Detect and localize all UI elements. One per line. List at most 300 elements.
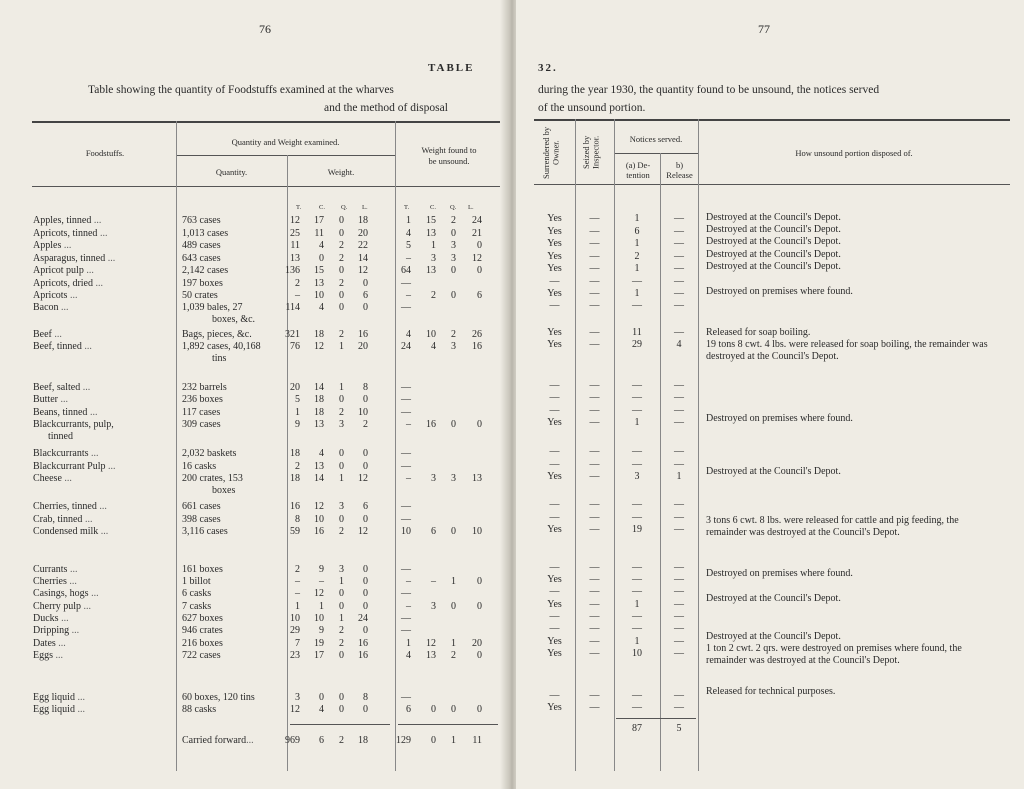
release-cell: 4	[676, 339, 682, 350]
table-number: 32.	[538, 62, 558, 74]
weight-cell: 20	[358, 341, 368, 352]
foodstuff-name-cont: tinned	[48, 431, 73, 442]
unsound-cell: 12	[426, 638, 436, 649]
unsound-cell: 26	[472, 329, 482, 340]
weight-cell: –	[295, 588, 300, 599]
seized-cell: —	[589, 405, 600, 416]
quantity-cell: 398 cases	[182, 514, 221, 525]
right-page	[516, 0, 1024, 789]
weight-cell: 16	[358, 329, 368, 340]
weight-cell: 9	[319, 625, 324, 636]
weight-cell: 13	[290, 253, 300, 264]
weight-cell: –	[295, 290, 300, 301]
unsound-cell: 0	[477, 265, 482, 276]
unsound-cell: —	[401, 564, 411, 575]
seized-cell: —	[589, 459, 600, 470]
unsound-cell: 16	[472, 341, 482, 352]
seized-cell: —	[589, 611, 600, 622]
detention-cell: —	[632, 380, 642, 391]
quantity-cell: 2,032 baskets	[182, 448, 237, 459]
surrendered-cell: Yes	[547, 599, 562, 610]
unsound-cell: 0	[477, 704, 482, 715]
surrendered-cell: —	[549, 512, 560, 523]
header-release: b) Release	[666, 160, 693, 181]
weight-cell: 12	[358, 526, 368, 537]
release-cell: —	[674, 288, 684, 299]
detention-cell: 19	[632, 524, 642, 535]
total-weight-cell: 2	[339, 735, 344, 746]
unsound-cell: 1	[406, 638, 411, 649]
subtitle-right-1: during the year 1930, the quantity found to be unsound, the notices served	[538, 84, 880, 96]
unsound-cell: 13	[426, 228, 436, 239]
unsound-cell: –	[406, 290, 411, 301]
foodstuff-name: Butter ...	[33, 394, 68, 405]
unsound-cell: —	[401, 278, 411, 289]
unsound-cell: 12	[472, 253, 482, 264]
weight-cell: 24	[358, 613, 368, 624]
foodstuff-name: Cherries, tinned ...	[33, 501, 107, 512]
unit-label-weight: T.	[296, 204, 302, 211]
unsound-cell: 4	[406, 329, 411, 340]
surrendered-cell: Yes	[547, 251, 562, 262]
weight-cell: 0	[339, 290, 344, 301]
disposal-text: Destroyed at the Council's Depot.	[706, 261, 841, 272]
unsound-cell: –	[406, 576, 411, 587]
page-number-right: 77	[758, 22, 770, 36]
header-weight-unsound-2: be unsound.	[428, 156, 470, 166]
unsound-cell: 10	[472, 526, 482, 537]
quantity-cell: 161 boxes	[182, 564, 223, 575]
unsound-cell: 24	[472, 215, 482, 226]
weight-cell: 2	[339, 638, 344, 649]
release-cell: —	[674, 586, 684, 597]
foodstuff-name: Cherries ...	[33, 576, 77, 587]
detention-cell: 1	[634, 417, 640, 428]
surrendered-cell: Yes	[547, 288, 562, 299]
seized-cell: —	[589, 586, 600, 597]
weight-cell: 1	[339, 576, 344, 587]
release-cell: —	[674, 623, 684, 634]
subtitle-left-2: and the method of disposal	[324, 102, 448, 114]
detention-cell: —	[632, 392, 642, 403]
weight-cell: 9	[319, 564, 324, 575]
foodstuff-name: Apricots, tinned ...	[33, 228, 108, 239]
weight-cell: 4	[319, 302, 324, 313]
unsound-cell: –	[431, 576, 436, 587]
weight-cell: 0	[339, 692, 344, 703]
detention-cell: 29	[632, 339, 642, 350]
disposal-text: Destroyed on premises where found.	[706, 413, 853, 424]
header-detention: (a) De- tention	[625, 160, 651, 181]
unsound-cell: —	[401, 692, 411, 703]
weight-cell: 4	[319, 448, 324, 459]
unsound-cell: 16	[426, 419, 436, 430]
weight-cell: 4	[319, 704, 324, 715]
unsound-cell: –	[406, 601, 411, 612]
seized-cell: —	[589, 417, 600, 428]
surrendered-cell: Yes	[547, 213, 562, 224]
unit-label-weight: C.	[319, 204, 325, 211]
weight-cell: 5	[295, 394, 300, 405]
detention-cell: 1	[634, 288, 640, 299]
release-cell: —	[674, 702, 684, 713]
qty-weight-subrule	[176, 155, 395, 156]
detention-cell: —	[632, 446, 642, 457]
header-quantity: Quantity.	[215, 167, 248, 177]
unsound-cell: —	[401, 394, 411, 405]
surrendered-cell: Yes	[547, 263, 562, 274]
col-line	[698, 119, 699, 771]
quantity-cell: 200 crates, 153	[182, 473, 243, 484]
surrendered-cell: Yes	[547, 524, 562, 535]
foodstuff-name: Apricot pulp ...	[33, 265, 94, 276]
weight-cell: 0	[363, 704, 368, 715]
unsound-cell: 3	[431, 253, 436, 264]
weight-cell: 14	[358, 253, 368, 264]
release-cell: —	[674, 446, 684, 457]
weight-cell: –	[319, 576, 324, 587]
surrendered-cell: —	[549, 611, 560, 622]
disposal-text: Destroyed at the Council's Depot.	[706, 236, 841, 247]
foodstuff-name: Cherry pulp ...	[33, 601, 92, 612]
weight-cell: 1	[339, 341, 344, 352]
weight-cell: 18	[314, 329, 324, 340]
seized-cell: —	[589, 339, 600, 350]
unsound-cell: 1	[406, 215, 411, 226]
release-cell: —	[674, 636, 684, 647]
unsound-cell: 3	[451, 253, 456, 264]
header-seized: Seized by Inspector.	[581, 135, 601, 170]
disposal-text: Destroyed at the Council's Depot.	[706, 212, 841, 223]
quantity-cell: 946 crates	[182, 625, 223, 636]
quantity-cell: 236 boxes	[182, 394, 223, 405]
surrendered-cell: Yes	[547, 702, 562, 713]
weight-cell: 0	[363, 514, 368, 525]
weight-cell: 0	[339, 215, 344, 226]
weight-cell: 10	[358, 407, 368, 418]
header-foodstuffs: Foodstuffs.	[85, 148, 125, 158]
surrendered-cell: —	[549, 392, 560, 403]
disposal-text: 1 ton 2 cwt. 2 qrs. were destroyed on premises where found, the remainder was destroyed at the Council's Depot.	[706, 643, 962, 666]
surrendered-cell: —	[549, 405, 560, 416]
weight-cell: 2	[339, 329, 344, 340]
surrendered-cell: —	[549, 499, 560, 510]
foodstuff-name: Blackcurrants, pulp,	[33, 419, 114, 430]
seized-cell: —	[589, 623, 600, 634]
weight-cell: 3	[339, 564, 344, 575]
quantity-cell: 16 casks	[182, 461, 217, 472]
weight-cell: 0	[339, 588, 344, 599]
seized-cell: —	[589, 251, 600, 262]
weight-cell: 0	[363, 588, 368, 599]
detention-cell: —	[632, 574, 642, 585]
seized-cell: —	[589, 471, 600, 482]
quantity-cell-cont: tins	[212, 353, 227, 364]
weight-cell: 0	[363, 625, 368, 636]
unsound-cell: 3	[451, 473, 456, 484]
unsound-cell: 13	[472, 473, 482, 484]
weight-cell: 13	[314, 278, 324, 289]
release-cell: —	[674, 380, 684, 391]
seized-cell: —	[589, 636, 600, 647]
unsound-cell: 3	[431, 601, 436, 612]
unsound-cell: 15	[426, 215, 436, 226]
weight-cell: 2	[339, 253, 344, 264]
disposal-text: Destroyed at the Council's Depot.	[706, 466, 841, 477]
foodstuff-name: Beans, tinned ...	[33, 407, 98, 418]
weight-cell: 20	[358, 228, 368, 239]
header-bottom-rule	[534, 184, 1010, 185]
weight-cell: 19	[314, 638, 324, 649]
header-surrendered: Surrendered by Owner.	[541, 126, 561, 179]
seized-cell: —	[589, 499, 600, 510]
weight-cell: 0	[339, 704, 344, 715]
seized-cell: —	[589, 226, 600, 237]
foodstuff-name: Dates ...	[33, 638, 66, 649]
weight-cell: 1	[339, 613, 344, 624]
weight-cell: 7	[295, 638, 300, 649]
release-cell: —	[674, 238, 684, 249]
total-unsound-cell: 1	[451, 735, 456, 746]
surrendered-cell: Yes	[547, 339, 562, 350]
seized-cell: —	[589, 300, 600, 311]
unsound-cell: 6	[406, 704, 411, 715]
unsound-cell: 0	[451, 290, 456, 301]
disposal-text: Destroyed on premises where found.	[706, 286, 853, 297]
unsound-cell: 1	[451, 638, 456, 649]
unsound-cell: 10	[426, 329, 436, 340]
detention-cell: —	[632, 702, 642, 713]
weight-cell: 10	[314, 290, 324, 301]
surrendered-cell: Yes	[547, 471, 562, 482]
weight-cell: 0	[363, 302, 368, 313]
detention-cell: —	[632, 623, 642, 634]
foodstuff-name: Apricots ...	[33, 290, 78, 301]
foodstuff-name: Apples, tinned ...	[33, 215, 102, 226]
weight-cell: 6	[363, 290, 368, 301]
weight-cell: 12	[358, 265, 368, 276]
total-release-cell: 5	[676, 723, 682, 734]
release-cell: —	[674, 251, 684, 262]
weight-cell: 8	[295, 514, 300, 525]
unsound-cell: 13	[426, 650, 436, 661]
unsound-cell: 0	[431, 704, 436, 715]
unsound-cell: 2	[451, 650, 456, 661]
unsound-cell: 0	[451, 228, 456, 239]
unsound-cell: —	[401, 302, 411, 313]
release-cell: —	[674, 276, 684, 287]
weight-cell: 0	[363, 461, 368, 472]
detention-cell: —	[632, 690, 642, 701]
unsound-cell: 64	[401, 265, 411, 276]
weight-cell: 321	[285, 329, 300, 340]
total-rule-weight	[290, 724, 390, 725]
detention-cell: —	[632, 512, 642, 523]
unsound-cell: 1	[451, 576, 456, 587]
seized-cell: —	[589, 446, 600, 457]
disposal-text: Released for technical purposes.	[706, 686, 836, 697]
total-weight-cell: 6	[319, 735, 324, 746]
unit-label-weight: L.	[362, 204, 368, 211]
weight-cell: 2	[339, 240, 344, 251]
disposal-text: 19 tons 8 cwt. 4 lbs. were released for soap boiling, the remainder was destroyed at the Council's Depot.	[706, 339, 988, 362]
detention-cell: 2	[634, 251, 640, 262]
unsound-cell: –	[406, 253, 411, 264]
unsound-cell: —	[401, 448, 411, 459]
unsound-cell: 5	[406, 240, 411, 251]
weight-cell: 17	[314, 650, 324, 661]
unit-label-unsound: Q.	[450, 204, 457, 211]
weight-cell: 1	[339, 382, 344, 393]
weight-cell: 25	[290, 228, 300, 239]
weight-cell: 18	[358, 215, 368, 226]
unsound-cell: 0	[451, 419, 456, 430]
unsound-cell: 2	[451, 215, 456, 226]
disposal-text: 3 tons 6 cwt. 8 lbs. were released for cattle and pig feeding, the remainder was destroyed at the Council's Depot.	[706, 515, 959, 538]
foodstuff-name: Blackcurrant Pulp ...	[33, 461, 116, 472]
unsound-cell: 0	[477, 650, 482, 661]
weight-cell: 18	[314, 394, 324, 405]
weight-cell: 2	[339, 278, 344, 289]
quantity-cell: 117 cases	[182, 407, 221, 418]
header-top-rule	[534, 119, 1010, 121]
release-cell: —	[674, 524, 684, 535]
subtitle-right-2: of the unsound portion.	[538, 102, 646, 114]
foodstuff-name: Cheese ...	[33, 473, 72, 484]
weight-cell: 12	[290, 215, 300, 226]
weight-cell: 18	[314, 407, 324, 418]
seized-cell: —	[589, 690, 600, 701]
disposal-text: Destroyed on premises where found.	[706, 568, 853, 579]
seized-cell: —	[589, 263, 600, 274]
surrendered-cell: Yes	[547, 648, 562, 659]
weight-cell: 0	[339, 228, 344, 239]
quantity-cell: 2,142 cases	[182, 265, 229, 276]
quantity-cell: 50 crates	[182, 290, 218, 301]
weight-cell: 12	[314, 588, 324, 599]
foodstuff-name: Apples ...	[33, 240, 72, 251]
quantity-cell: 232 barrels	[182, 382, 227, 393]
unsound-cell: —	[401, 625, 411, 636]
foodstuff-name: Beef, tinned ...	[33, 341, 92, 352]
release-cell: 1	[676, 471, 682, 482]
weight-cell: 0	[319, 692, 324, 703]
weight-cell: 4	[319, 240, 324, 251]
seized-cell: —	[589, 276, 600, 287]
quantity-cell: 1,013 cases	[182, 228, 229, 239]
seized-cell: —	[589, 392, 600, 403]
weight-cell: 0	[339, 265, 344, 276]
weight-cell: 23	[290, 650, 300, 661]
surrendered-cell: Yes	[547, 327, 562, 338]
foodstuff-name: Currants ...	[33, 564, 78, 575]
left-page	[0, 0, 508, 789]
carried-forward-label: Carried forward...	[182, 735, 254, 746]
foodstuff-name: Apricots, dried ...	[33, 278, 103, 289]
foodstuff-name: Casings, hogs ...	[33, 588, 99, 599]
unsound-cell: 3	[451, 240, 456, 251]
quantity-cell: 197 boxes	[182, 278, 223, 289]
foodstuff-name: Blackcurrants ...	[33, 448, 99, 459]
notices-subrule	[614, 153, 698, 154]
weight-cell: 0	[319, 253, 324, 264]
weight-cell: 0	[363, 576, 368, 587]
detention-cell: —	[632, 611, 642, 622]
unsound-cell: 20	[472, 638, 482, 649]
weight-cell: 13	[314, 419, 324, 430]
weight-cell: 29	[290, 625, 300, 636]
weight-cell: 0	[339, 302, 344, 313]
weight-cell: –	[295, 576, 300, 587]
unsound-cell: 6	[431, 526, 436, 537]
detention-cell: 1	[634, 263, 640, 274]
unsound-cell: 1	[431, 240, 436, 251]
surrendered-cell: —	[549, 690, 560, 701]
detention-cell: —	[632, 459, 642, 470]
disposal-text: Destroyed at the Council's Depot.	[706, 631, 841, 642]
foodstuff-name: Egg liquid ...	[33, 692, 85, 703]
quantity-cell: 309 cases	[182, 419, 221, 430]
unsound-cell: —	[401, 461, 411, 472]
unsound-cell: 4	[406, 650, 411, 661]
table-heading: TABLE	[428, 62, 475, 74]
weight-cell: 18	[290, 473, 300, 484]
weight-cell: 0	[339, 514, 344, 525]
detention-cell: —	[632, 405, 642, 416]
detention-cell: 11	[632, 327, 642, 338]
weight-cell: 10	[314, 514, 324, 525]
weight-cell: 2	[363, 419, 368, 430]
weight-cell: 1	[295, 601, 300, 612]
weight-cell: 0	[339, 394, 344, 405]
release-cell: —	[674, 213, 684, 224]
unsound-cell: 10	[401, 526, 411, 537]
surrendered-cell: —	[549, 586, 560, 597]
quantity-cell: 88 casks	[182, 704, 217, 715]
unsound-cell: 0	[477, 601, 482, 612]
weight-cell: 136	[285, 265, 300, 276]
quantity-cell: Bags, pieces, &c.	[182, 329, 252, 340]
detention-cell: 3	[634, 471, 640, 482]
subtitle-left-1: Table showing the quantity of Foodstuffs examined at the wharves	[88, 84, 394, 96]
quantity-cell-cont: boxes	[212, 485, 236, 496]
weight-cell: 14	[314, 473, 324, 484]
seized-cell: —	[589, 524, 600, 535]
unsound-cell: 0	[451, 704, 456, 715]
unsound-cell: 6	[477, 290, 482, 301]
weight-cell: 9	[295, 419, 300, 430]
disposal-text: Destroyed at the Council's Depot.	[706, 593, 841, 604]
page-number-left: 76	[259, 22, 271, 36]
seized-cell: —	[589, 599, 600, 610]
weight-cell: 11	[314, 228, 324, 239]
detention-cell: —	[632, 499, 642, 510]
surrendered-cell: Yes	[547, 238, 562, 249]
seized-cell: —	[589, 702, 600, 713]
unsound-cell: 3	[431, 473, 436, 484]
total-detention-cell: 87	[632, 723, 642, 734]
quantity-cell: 7 casks	[182, 601, 212, 612]
header-disposal: How unsound portion disposed of.	[795, 148, 913, 158]
weight-cell: 15	[314, 265, 324, 276]
weight-cell: 114	[285, 302, 300, 313]
detention-cell: 1	[634, 599, 640, 610]
seized-cell: —	[589, 562, 600, 573]
weight-cell: 0	[339, 461, 344, 472]
surrendered-cell: Yes	[547, 226, 562, 237]
release-cell: —	[674, 611, 684, 622]
unsound-cell: 0	[451, 601, 456, 612]
